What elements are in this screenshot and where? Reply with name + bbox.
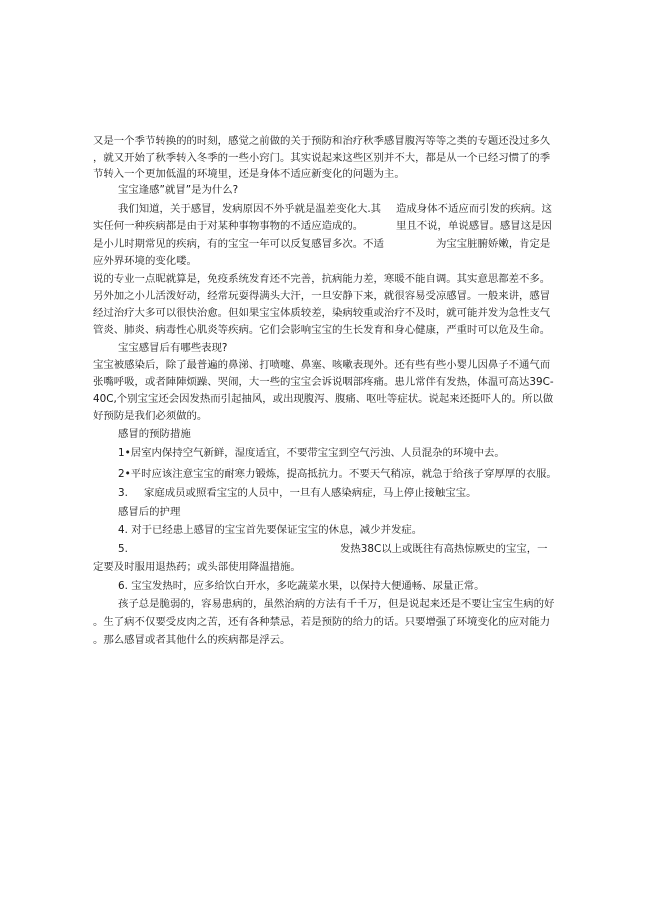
list-item: 家庭成员或照看宝宝的人员中，一旦有人感染病症，马上停止接触宝宝。 bbox=[144, 487, 477, 499]
list-item-number: 3. bbox=[118, 487, 128, 499]
list-item: 1•居室内保持空气新鲜，湿度适宜，不要带宝宝到空气污浊、人员混杂的环境中去。 bbox=[118, 447, 505, 459]
text-line: 节转入一个更加低温的环境里，还是身体不适应新变化的问题为主。 bbox=[93, 168, 405, 180]
text-line: 应外界环境的变化喽。 bbox=[93, 255, 197, 267]
section-heading: 宝宝逢感”就冒”是为什么? bbox=[118, 184, 239, 196]
list-item: 2•平时应该注意宝宝的耐寒力锻炼，提高抵抗力。不要天气稍凉，就急于给孩子穿厚厚的衣服。 bbox=[118, 468, 557, 480]
text-line: 40C,个别宝宝还会因发热而引起抽风，或出现腹泻、腹痛、呕吐等症状。说起来还挺吓人的。所以做 bbox=[93, 393, 554, 405]
text-line: 造成身体不适应而引发的疾病。这 bbox=[396, 203, 552, 215]
text-line: 定要及时服用退热药；或头部使用降温措施。 bbox=[93, 561, 301, 573]
section-heading: 感冒的预防措施 bbox=[118, 428, 191, 440]
text-line: 经过治疗大多可以很快治愈。但如果宝宝体质较差，染病较重或治疗不及时，就可能并发为急性支气 bbox=[93, 307, 551, 319]
text-line: 孩子总是脆弱的，容易患病的，虽然治病的方法有千千万，但是说起来还是不要让宝宝生病的好 bbox=[118, 598, 555, 610]
text-line: 管炎、肺炎、病毒性心肌炎等疾病。它们会影响宝宝的生长发育和身心健康，严重时可以危及生命。 bbox=[93, 324, 551, 336]
text-line: 张嘴呼吸，或者陣陣烦躁、哭闹，大一些的宝宝会诉说咽部疼痛。患儿常伴有发热，体温可高达39C- bbox=[93, 376, 554, 388]
list-item: 6. 宝宝发热时，应多给饮白开水，多吃蔬菜水果，以保持大便通畅、尿量正常。 bbox=[118, 580, 485, 592]
text-line: 是小儿时期常见的疾病，有的宝宝一年可以反复感冒多次。不适 bbox=[93, 238, 384, 250]
text-line: 说的专业一点昵就算是，免疫系统发育还不完善，抗病能力差，寒暖不能自调。其实意思都差不多。 bbox=[93, 273, 551, 285]
text-line: 好预防是我们必须做的。 bbox=[93, 410, 208, 422]
text-line: 又是一个季节转换的的时刻，感觉之前做的关于预防和治疗秋季感冒腹泻等等之类的专题还没过多久 bbox=[93, 135, 551, 147]
text-line: 里且不说，单说感冒。感冒这是因 bbox=[396, 220, 552, 232]
section-heading: 宝宝感冒后有哪些表现? bbox=[118, 342, 228, 354]
text-line: 。那么感冒或者其他什么的疾病都是浮云。 bbox=[93, 634, 291, 646]
section-heading: 感冒后的护理 bbox=[118, 506, 181, 518]
list-item-number: 5. bbox=[118, 543, 128, 555]
list-item: 4. 对于已经患上感冒的宝宝首先要保证宝宝的休息，减少并发症。 bbox=[118, 524, 423, 536]
text-line: 为宝宝脏腑娇嫩，肯定是 bbox=[436, 238, 551, 250]
text-line: 我们知道，关于感冒，发病原因不外乎就是温差变化大.其 bbox=[118, 203, 382, 215]
text-line: 实任何一种疾病都是由于对某种事物事物的不适应造成的。 bbox=[93, 220, 364, 232]
text-line: 另外加之小儿活泼好动，经常玩耍得满头大汗，一旦安静下来，就很容易受凉感冒。一般来讲，感冒 bbox=[93, 290, 551, 302]
text-line: 。生了病不仅要受皮肉之苦，还有各种禁忌，若是预防的给力的话。只要增强了环境变化的应对能力 bbox=[93, 616, 551, 628]
list-item: 发热38C以上或既往有高热惊厥史的宝宝，一 bbox=[340, 543, 548, 555]
text-line: ，就又开始了秋季转入冬季的一些小窍门。其实说起来这些区别并不大，都是从一个已经习惯了的季 bbox=[93, 152, 551, 164]
text-line: 宝宝被感染后，除了最普遍的鼻涕、打喷嚏、鼻塞、咳嗽表现外。还有些有些小婴儿因鼻子不通气而 bbox=[93, 359, 551, 371]
